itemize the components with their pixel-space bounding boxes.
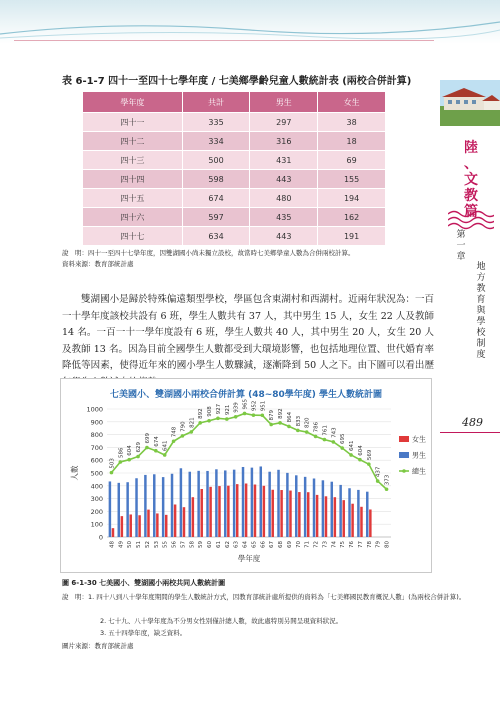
- x-tick-label: 48: [109, 541, 116, 548]
- y-tick-label: 600: [90, 456, 103, 465]
- x-axis-label: 學年度: [237, 554, 261, 563]
- bar-girls: [147, 510, 149, 537]
- data-label-total: 790: [180, 421, 187, 432]
- y-tick-label: 200: [90, 507, 103, 516]
- point-total: [243, 412, 247, 416]
- bar-boys: [189, 472, 191, 537]
- bar-boys: [357, 490, 359, 537]
- wave-decoration: [448, 208, 494, 230]
- table-cell: 194: [318, 189, 386, 208]
- bar-girls: [307, 492, 309, 537]
- x-tick-label: 80: [384, 541, 391, 548]
- data-label-total: 761: [322, 425, 329, 436]
- table-row: [83, 151, 386, 170]
- data-label-total: 951: [260, 400, 267, 412]
- student-count-table: [82, 91, 386, 246]
- x-tick-label: 49: [118, 541, 125, 548]
- bar-boys: [322, 480, 324, 537]
- bar-boys: [277, 470, 279, 537]
- bar-girls: [289, 491, 291, 537]
- table-cell: 480: [250, 189, 318, 208]
- x-tick-label: 56: [171, 541, 178, 548]
- bar-girls: [325, 496, 327, 537]
- data-label-total: 879: [269, 409, 276, 421]
- data-label-total: 748: [171, 426, 178, 438]
- point-total: [154, 449, 158, 453]
- x-tick-label: 72: [313, 541, 320, 548]
- data-label-total: 786: [313, 421, 320, 433]
- x-tick-label: 77: [357, 541, 364, 548]
- legend-label: 女生: [412, 435, 426, 444]
- header-rule: [14, 40, 434, 41]
- table-cell: 四十三: [83, 151, 183, 170]
- bar-boys: [348, 488, 350, 537]
- data-label-total: 674: [153, 436, 160, 447]
- point-total: [349, 453, 353, 457]
- x-tick-label: 52: [144, 541, 151, 548]
- table-cell: 四十六: [83, 208, 183, 227]
- table-cell: 162: [318, 208, 386, 227]
- body-paragraph: 雙湖國小是歸於特殊偏遠類型學校，學區包含東湖村和西湖村。近兩年狀況為：一百一十學年度該校共設有 6 班，學生人數共有 37 人，其中男生 15 人，女生 22 人及教師 14 名。一百一十一學年度設有 6 班，學生人數共 40 人，其中男生 20 人，女生 20 人及教師 13 名。因為目前全國學生人數都受到大環境影響，也包括地理位置、世代婚育率降低等因素，使得近年來的國小學生人數驟減，逐漸降到 50 人之下。由下圖可以看出歷: [62, 294, 434, 371]
- table-cell: 四十五: [83, 189, 183, 208]
- figure-note-1: 說 明：1. 四十八到八十學年度期間的學生人數統計方式，因教育部統計處所提供的資料為「七美鄉國民教育概況人數」(為兩校合併計算)。: [62, 593, 466, 601]
- data-label-total: 373: [384, 474, 391, 486]
- point-total: [314, 435, 318, 439]
- data-label-total: 586: [118, 447, 125, 458]
- bar-girls: [165, 515, 167, 537]
- table-note: 說 明：四十一至四十七學年度，因雙湖國小尚未獨立設校，故當時七美鄉學童人數為合併兩校計算。: [62, 249, 355, 257]
- x-tick-label: 60: [207, 541, 214, 548]
- figure-note-2: 2. 七十九、八十學年度為不分男女性別僅計總人數，故此處特別另開呈現資料狀況。: [100, 617, 343, 625]
- point-total: [136, 455, 140, 459]
- y-tick-label: 800: [90, 431, 103, 440]
- bar-girls: [112, 528, 114, 537]
- bar-girls: [271, 490, 273, 537]
- table-header-cell: 男生: [250, 92, 318, 113]
- point-total: [358, 458, 362, 462]
- figure-caption: 圖 6-1-30 七美國小、雙湖國小兩校共同人數統計圖: [62, 579, 226, 587]
- data-label-total: 604: [127, 445, 134, 456]
- chapter-subtitle: 地 方 教 育 與 學 校 制 度: [476, 262, 486, 360]
- data-label-total: 908: [207, 406, 214, 417]
- x-tick-label: 79: [375, 541, 382, 548]
- table-row: [83, 113, 386, 132]
- bar-girls: [280, 490, 282, 537]
- table-cell: 四十一: [83, 113, 183, 132]
- table-cell: 四十四: [83, 170, 183, 189]
- table-row: [83, 189, 386, 208]
- x-tick-label: 68: [278, 541, 285, 548]
- legend-label: 總生: [412, 467, 426, 476]
- bar-girls: [263, 486, 265, 537]
- data-label-total: 641: [162, 440, 169, 451]
- bar-girls: [218, 486, 220, 537]
- x-tick-label: 59: [198, 541, 205, 548]
- legend-swatch: [399, 452, 409, 458]
- data-label-total: 821: [189, 417, 196, 428]
- y-tick-label: 900: [90, 418, 103, 427]
- table-row: [83, 132, 386, 151]
- legend-marker-total: [402, 469, 406, 473]
- table-cell: 443: [250, 227, 318, 246]
- data-label-total: 629: [136, 441, 143, 453]
- student-count-chart: [60, 378, 432, 573]
- bar-boys: [295, 475, 297, 537]
- bar-girls: [342, 500, 344, 537]
- data-label-total: 569: [366, 449, 373, 461]
- table-cell: 69: [318, 151, 386, 170]
- point-total: [296, 429, 300, 433]
- table-cell: 38: [318, 113, 386, 132]
- data-label-total: 833: [295, 415, 302, 427]
- table-cell: 155: [318, 170, 386, 189]
- header-curve-decoration: [0, 0, 500, 44]
- bar-girls: [245, 483, 247, 537]
- table-cell: 四十七: [83, 227, 183, 246]
- bar-girls: [209, 487, 211, 537]
- table-cell: 500: [182, 151, 250, 170]
- bar-girls: [298, 492, 300, 537]
- point-total: [261, 413, 265, 417]
- x-tick-label: 74: [331, 541, 338, 548]
- point-total: [278, 421, 282, 425]
- point-total: [305, 430, 309, 434]
- bar-girls: [192, 497, 194, 537]
- point-total: [216, 417, 220, 421]
- figure-source: 圖片來源：教育部統計處: [62, 642, 134, 650]
- bar-boys: [304, 477, 306, 537]
- table-row: [83, 170, 386, 189]
- bar-boys: [206, 471, 208, 537]
- table-cell: 335: [182, 113, 250, 132]
- bar-girls: [236, 484, 238, 537]
- table-header-cell: 女生: [318, 92, 386, 113]
- table-cell: 597: [182, 208, 250, 227]
- bar-boys: [268, 472, 270, 537]
- y-tick-label: 100: [90, 520, 103, 529]
- bar-boys: [366, 492, 368, 537]
- chart-title: 七美國小、雙湖國小兩校合併計算 (48~80學年度) 學生人數統計圖: [109, 390, 383, 400]
- bar-boys: [126, 482, 128, 537]
- bar-boys: [242, 467, 244, 537]
- data-label-total: 939: [233, 402, 240, 413]
- point-total: [181, 434, 185, 438]
- x-tick-label: 55: [162, 541, 169, 548]
- x-tick-label: 66: [260, 541, 267, 548]
- bar-girls: [138, 515, 140, 537]
- data-label-total: 921: [224, 404, 231, 416]
- data-label-total: 743: [331, 427, 338, 438]
- bar-girls: [334, 497, 336, 537]
- table-cell: 334: [182, 132, 250, 151]
- table-cell: 18: [318, 132, 386, 151]
- legend-label: 男生: [412, 451, 426, 460]
- bar-boys: [286, 473, 288, 537]
- bar-boys: [260, 466, 262, 537]
- x-tick-label: 51: [136, 541, 143, 548]
- x-tick-label: 76: [349, 541, 356, 548]
- y-tick-label: 500: [90, 469, 103, 478]
- data-label-total: 695: [340, 433, 347, 445]
- data-label-total: 952: [251, 400, 258, 412]
- point-total: [145, 446, 149, 450]
- table-row: [83, 208, 386, 227]
- page-number-rule: [440, 432, 500, 433]
- line-total: [111, 413, 386, 489]
- data-label-total: 604: [357, 445, 364, 456]
- bar-boys: [339, 485, 341, 537]
- y-tick-label: 400: [90, 482, 103, 491]
- table-source: 資料來源：教育部統計處: [62, 260, 134, 268]
- data-label-total: 503: [109, 458, 116, 469]
- table-cell: 674: [182, 189, 250, 208]
- table-header-cell: 共計: [182, 92, 250, 113]
- table-header-cell: 學年度: [83, 92, 183, 113]
- bar-girls: [369, 509, 371, 537]
- data-label-total: 892: [198, 408, 205, 419]
- chart-plot-area: [61, 379, 433, 574]
- table-cell: 443: [250, 170, 318, 189]
- bar-girls: [227, 486, 229, 537]
- bar-girls: [129, 514, 131, 537]
- bar-girls: [360, 507, 362, 537]
- x-tick-label: 67: [269, 541, 276, 548]
- table-cell: 598: [182, 170, 250, 189]
- section-title-vertical: 陸 、 文 教 篇: [464, 140, 478, 220]
- table-header-row: [83, 92, 386, 113]
- page-number: 489: [462, 416, 483, 429]
- point-total: [110, 471, 114, 475]
- bar-girls: [200, 489, 202, 537]
- bar-girls: [254, 485, 256, 537]
- table-cell: 316: [250, 132, 318, 151]
- bar-girls: [174, 504, 176, 537]
- point-total: [207, 419, 211, 423]
- x-tick-label: 50: [127, 541, 134, 548]
- y-tick-label: 1000: [86, 405, 103, 414]
- bar-boys: [171, 474, 173, 537]
- x-tick-label: 70: [295, 541, 302, 548]
- x-tick-label: 71: [304, 541, 311, 548]
- point-total: [385, 487, 389, 491]
- point-total: [163, 453, 167, 457]
- data-label-total: 892: [278, 408, 285, 419]
- table-cell: 634: [182, 227, 250, 246]
- data-label-total: 437: [375, 466, 382, 478]
- bar-boys: [331, 482, 333, 537]
- point-total: [172, 439, 176, 443]
- point-total: [376, 479, 380, 483]
- x-tick-label: 61: [215, 541, 222, 548]
- table-cell: 431: [250, 151, 318, 170]
- table-row: [83, 227, 386, 246]
- y-tick-label: 300: [90, 495, 103, 504]
- x-tick-label: 63: [233, 541, 240, 548]
- bar-girls: [316, 495, 318, 537]
- table-cell: 191: [318, 227, 386, 246]
- bar-boys: [197, 471, 199, 537]
- x-tick-label: 65: [251, 541, 258, 548]
- bar-boys: [135, 478, 137, 537]
- table-caption: 表 6-1-7 四十一至四十七學年度 / 七美鄉學齡兒童人數統計表 (兩校合併計算): [62, 76, 412, 87]
- point-total: [234, 415, 238, 419]
- x-tick-label: 78: [366, 541, 373, 548]
- bar-boys: [313, 479, 315, 537]
- point-total: [340, 446, 344, 450]
- point-total: [119, 460, 123, 464]
- bar-boys: [162, 477, 164, 537]
- x-tick-label: 75: [340, 541, 347, 548]
- x-tick-label: 69: [286, 541, 293, 548]
- point-total: [323, 438, 327, 442]
- x-tick-label: 58: [189, 541, 196, 548]
- legend-swatch: [399, 436, 409, 442]
- bar-girls: [183, 507, 185, 537]
- x-tick-label: 73: [322, 541, 329, 548]
- y-axis-label: 人數: [70, 465, 79, 481]
- point-total: [127, 458, 131, 462]
- x-tick-label: 53: [153, 541, 160, 548]
- point-total: [198, 421, 202, 425]
- point-total: [269, 423, 273, 427]
- data-label-total: 820: [304, 417, 311, 429]
- point-total: [367, 462, 371, 466]
- table-cell: 四十二: [83, 132, 183, 151]
- bar-boys: [224, 470, 226, 537]
- x-tick-label: 64: [242, 541, 249, 548]
- table-cell: 297: [250, 113, 318, 132]
- data-label-total: 699: [144, 433, 151, 444]
- y-tick-label: 0: [98, 533, 103, 542]
- bar-girls: [156, 513, 158, 537]
- bar-girls: [121, 516, 123, 537]
- y-tick-label: 700: [90, 443, 103, 452]
- point-total: [252, 413, 256, 417]
- bar-boys: [215, 469, 217, 537]
- x-tick-label: 62: [224, 541, 231, 548]
- data-label-total: 864: [286, 411, 293, 423]
- point-total: [190, 430, 194, 434]
- chapter-label: 第 一 章: [456, 230, 466, 262]
- bar-boys: [251, 468, 253, 537]
- x-tick-label: 57: [180, 541, 187, 548]
- bar-boys: [144, 475, 146, 537]
- point-total: [332, 440, 336, 444]
- figure-note-3: 3. 五十四學年度，缺乏資料。: [100, 629, 187, 637]
- bar-boys: [153, 474, 155, 537]
- data-label-total: 641: [349, 440, 356, 451]
- bar-boys: [180, 468, 182, 537]
- school-building-photo: [440, 80, 500, 126]
- data-label-total: 927: [215, 403, 222, 415]
- point-total: [225, 417, 229, 421]
- bar-boys: [109, 481, 111, 537]
- bar-boys: [233, 470, 235, 537]
- table-cell: 435: [250, 208, 318, 227]
- bar-girls: [351, 504, 353, 537]
- bar-boys: [118, 483, 120, 537]
- point-total: [287, 425, 291, 429]
- data-label-total: 965: [242, 398, 249, 410]
